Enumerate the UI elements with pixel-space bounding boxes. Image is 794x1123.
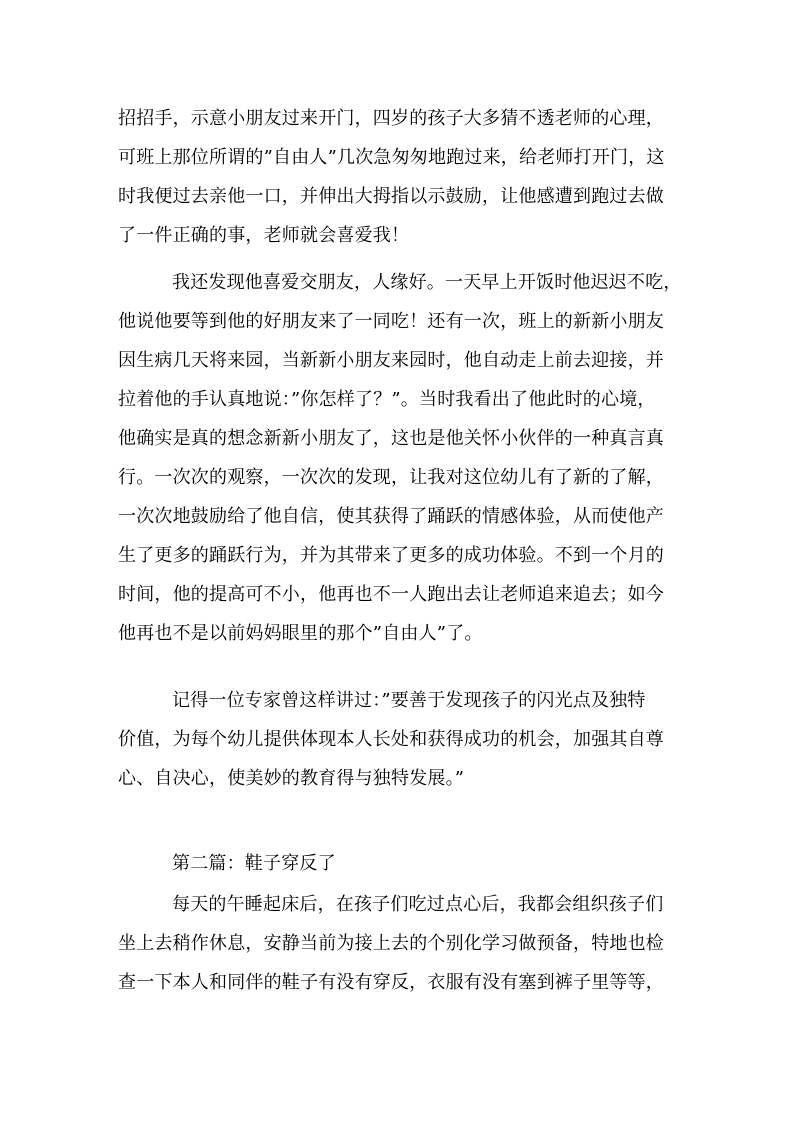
- text-line: 一次次地鼓励给了他自信，使其获得了踊跃的情感体验，从而使他产: [118, 506, 664, 527]
- text-line: 时间，他的提高可不小，他再也不一人跑出去让老师追来追去；如今: [118, 584, 664, 605]
- text-line: 查一下本人和同伴的鞋子有没有穿反，衣服有没有塞到裤子里等等，: [118, 972, 664, 993]
- text-line: 他说他要等到他的好朋友来了一同吃！还有一次，班上的新新小朋友: [118, 311, 664, 332]
- paragraph-3: [118, 681, 696, 798]
- heading-text: 第二篇：鞋子穿反了: [172, 853, 336, 874]
- paragraph-2: [118, 263, 696, 653]
- text-line: 行。一次次的观察，一次次的发现，让我对这位幼儿有了新的了解，: [118, 467, 664, 488]
- paragraph-4: [118, 885, 696, 1002]
- text-line: 因生病几天将来园，当新新小朋友来园时，他自动走上前去迎接，并: [118, 350, 664, 371]
- text-line: 我还发现他喜爱交朋友，人缘好。一天早上开饭时他迟迟不吃，: [172, 272, 682, 293]
- text-line: 招招手，示意小朋友过来开门，四岁的孩子大多猜不透老师的心理，: [118, 108, 664, 129]
- text-line: 每天的午睡起床后，在孩子们吃过点心后，我都会组织孩子们: [172, 894, 664, 915]
- text-line: 坐上去稍作休息，安静当前为接上去的个别化学习做预备，特地也检: [118, 933, 664, 954]
- text-line: 时我便过去亲他一口，并伸出大拇指以示鼓励，让他感遭到跑过去做: [118, 186, 664, 207]
- text-line: 了一件正确的事，老师就会喜爱我！: [118, 225, 410, 246]
- section-heading: [118, 844, 696, 883]
- text-line: 生了更多的踊跃行为，并为其带来了更多的成功体验。不到一个月的: [118, 545, 664, 566]
- text-line: 记得一位专家曾这样讲过：”要善于发现孩子的闪光点及独特: [172, 690, 646, 711]
- text-line: 价值，为每个幼儿提供体现本人长处和获得成功的机会，加强其自尊: [118, 729, 664, 750]
- text-line: 他再也不是以前妈妈眼里的那个”自由人”了。: [118, 623, 483, 644]
- text-line: 拉着他的手认真地说：”你怎样了？”。当时我看出了他此时的心境，: [118, 389, 656, 410]
- paragraph-1: [118, 99, 696, 255]
- text-line: 心、自决心，使美妙的教育得与独特发展。”: [118, 768, 465, 789]
- text-line: 他确实是真的想念新新小朋友了，这也是他关怀小伙伴的一种真言真: [118, 428, 664, 449]
- text-line: 可班上那位所谓的”自由人”几次急匆匆地跑过来，给老师打开门，这: [118, 147, 665, 168]
